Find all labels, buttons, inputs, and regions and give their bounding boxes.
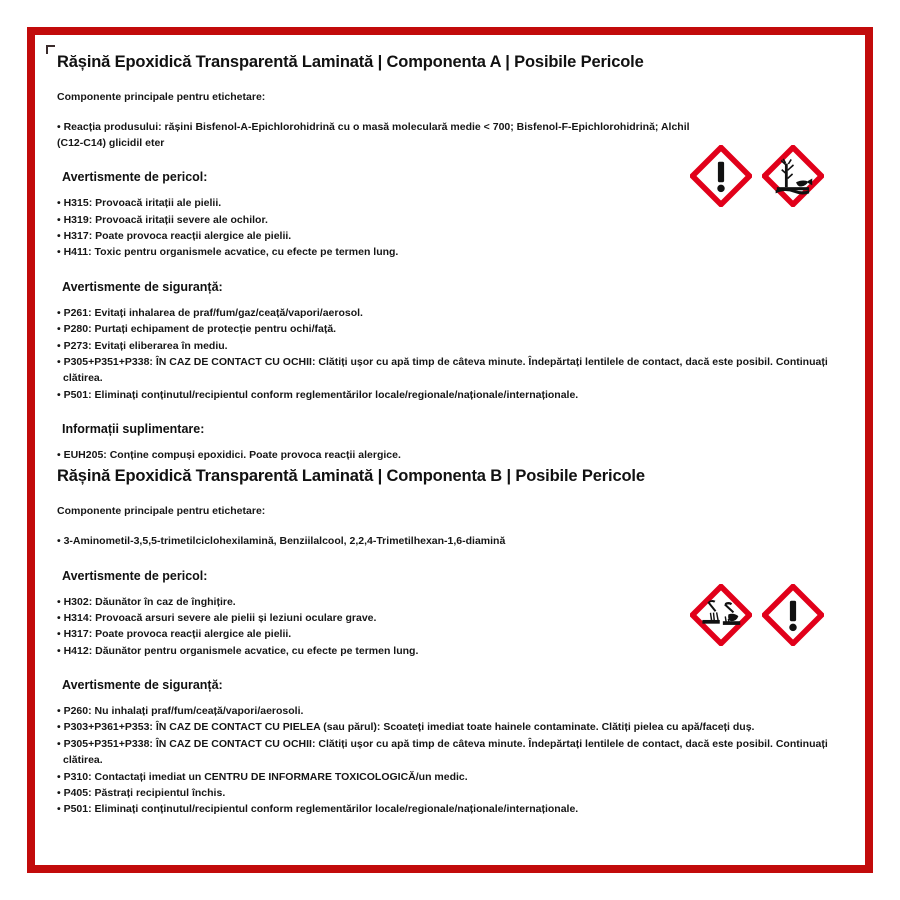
list-item: • H412: Dăunător pentru organismele acvatice, cu efecte pe termen lung.: [57, 643, 623, 659]
exclamation-mark-pictogram: [762, 584, 824, 646]
hazard-heading-b: Avertismente de pericol:: [62, 568, 208, 583]
list-item: • H319: Provoacă iritații severe ale ochilor.: [57, 212, 623, 228]
list-item: • P260: Nu inhalați praf/fum/ceață/vapori/aerosoli.: [57, 703, 843, 719]
list-item: • P280: Purtați echipament de protecție pentru ochi/față.: [57, 321, 843, 337]
list-item: • P501: Eliminați conținutul/recipientul conform reglementărilor locale/regionale/naționale/internaționale.: [57, 801, 843, 817]
section-component-a: [57, 49, 843, 463]
corner-crop-mark: [46, 45, 55, 54]
list-item: • P305+P351+P338: ÎN CAZ DE CONTACT CU OCHII: Clătiți ușor cu apă timp de câteva minute. Îndepărtați lentilele de contact, dacă este posibil. Continuați clătirea.: [57, 736, 843, 769]
list-item: • P273: Evitați eliberarea în mediu.: [57, 338, 843, 354]
list-item: • P303+P361+P353: ÎN CAZ DE CONTACT CU PIELEA (sau părul): Scoateți imediat toate hainele contaminate. Clătiți pielea cu apă/faceți duș.: [57, 719, 843, 735]
precaution-statement-list-b: [57, 692, 843, 818]
list-item: • H302: Dăunător în caz de înghițire.: [57, 594, 623, 610]
list-item: • P261: Evitați inhalarea de praf/fum/gaz/ceață/vapori/aerosol.: [57, 305, 843, 321]
components-label-b: Componente principale pentru etichetare:: [57, 505, 266, 518]
page-title-component-a: Rășină Epoxidică Transparentă Laminată | Componenta A | Posibile Pericole: [57, 53, 644, 71]
precaution-heading-b: Avertismente de siguranță:: [62, 678, 223, 693]
list-item: • P405: Păstrați recipientul închis.: [57, 785, 843, 801]
list-item: • EUH205: Conține compuși epoxidici. Poate provoca reacții alergice.: [57, 447, 623, 463]
list-item: • H411: Toxic pentru organismele acvatice, cu efecte pe termen lung.: [57, 244, 623, 260]
precaution-heading-a: Avertismente de siguranță:: [62, 279, 223, 294]
list-item: • P305+P351+P338: ÎN CAZ DE CONTACT CU OCHII: Clătiți ușor cu apă timp de câteva minute. Îndepărtați lentilele de contact, dacă este posibil. Continuați clătirea.: [57, 354, 843, 387]
hazard-heading-a: Avertismente de pericol:: [62, 170, 208, 185]
list-item: • P310: Contactați imediat un CENTRU DE INFORMARE TOXICOLOGICĂ/un medic.: [57, 769, 843, 785]
list-item: • H315: Provoacă iritații ale pielii.: [57, 195, 623, 211]
list-item: • H314: Provoacă arsuri severe ale pielii și leziuni oculare grave.: [57, 610, 623, 626]
list-item: • H317: Poate provoca reacții alergice ale pielii.: [57, 228, 623, 244]
exclamation-mark-pictogram: [690, 145, 752, 207]
components-text-b: • 3-Aminometil-3,5,5-trimetilciclohexilamină, Benziilalcool, 2,2,4-Trimetilhexan-1,6-diamină: [57, 535, 506, 548]
list-item: • P501: Eliminați conținutul/recipientul conform reglementărilor locale/regionale/naționale/internaționale.: [57, 387, 843, 403]
components-text-a: • Reacția produsului: rășini Bisfenol-A-Epichlorohidrină cu o masă moleculară medie < 700; Bisfenol-F-Epichlorohidrină; Alchil (C12-C14) glicidil eter: [57, 120, 690, 150]
precaution-statement-list-a: [57, 294, 843, 403]
supplemental-statement-list-a: [57, 436, 843, 463]
supplemental-heading-a: Informații suplimentare:: [62, 422, 205, 437]
environment-pictogram: [762, 145, 824, 207]
corrosion-pictogram: [690, 584, 752, 646]
pictogram-row-component-a: [690, 145, 824, 207]
components-label-a: Componente principale pentru etichetare:: [57, 90, 266, 103]
list-item: • H317: Poate provoca reacții alergice ale pielii.: [57, 626, 623, 642]
page-title-component-b: Rășină Epoxidică Transparentă Laminată | Componenta B | Posibile Pericole: [57, 467, 645, 486]
hazard-label-sheet: [27, 27, 873, 873]
pictogram-row-component-b: [690, 584, 824, 646]
